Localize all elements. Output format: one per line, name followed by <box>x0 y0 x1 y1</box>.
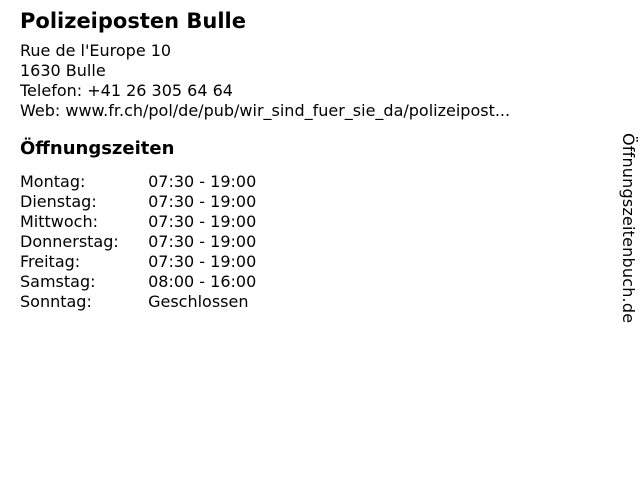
hours-row-friday <box>20 252 256 272</box>
time-value: 07:30 - 19:00 <box>148 252 257 271</box>
time-value: 07:30 - 19:00 <box>148 192 257 211</box>
time-value: 07:30 - 19:00 <box>148 172 257 191</box>
opening-hours-table <box>20 172 256 312</box>
address-street: Rue de l'Europe 10 <box>20 41 172 60</box>
hours-row-tuesday <box>20 192 256 212</box>
day-label: Freitag: <box>20 252 81 271</box>
hours-row-sunday <box>20 292 256 312</box>
hours-row-monday <box>20 172 256 192</box>
day-label: Montag: <box>20 172 86 191</box>
hours-row-wednesday <box>20 212 256 232</box>
hours-row-saturday <box>20 272 256 292</box>
time-value: Geschlossen <box>148 292 249 311</box>
day-label: Samstag: <box>20 272 96 291</box>
phone-line: Telefon: +41 26 305 64 64 <box>20 81 233 100</box>
day-label: Sonntag: <box>20 292 92 311</box>
watermark-link[interactable]: Öffnungszeitenbuch.de <box>619 133 638 324</box>
hours-row-thursday <box>20 232 256 252</box>
day-label: Donnerstag: <box>20 232 119 251</box>
contact-info <box>20 41 510 121</box>
day-label: Mittwoch: <box>20 212 98 231</box>
opening-hours-heading: Öffnungszeiten <box>20 138 175 159</box>
page-title: Polizeiposten Bulle <box>20 9 246 33</box>
address-city: 1630 Bulle <box>20 61 106 80</box>
time-value: 08:00 - 16:00 <box>148 272 257 291</box>
web-line: Web: www.fr.ch/pol/de/pub/wir_sind_fuer_sie_da/polizeipost... <box>20 101 511 120</box>
day-label: Dienstag: <box>20 192 97 211</box>
time-value: 07:30 - 19:00 <box>148 232 257 251</box>
time-value: 07:30 - 19:00 <box>148 212 257 231</box>
